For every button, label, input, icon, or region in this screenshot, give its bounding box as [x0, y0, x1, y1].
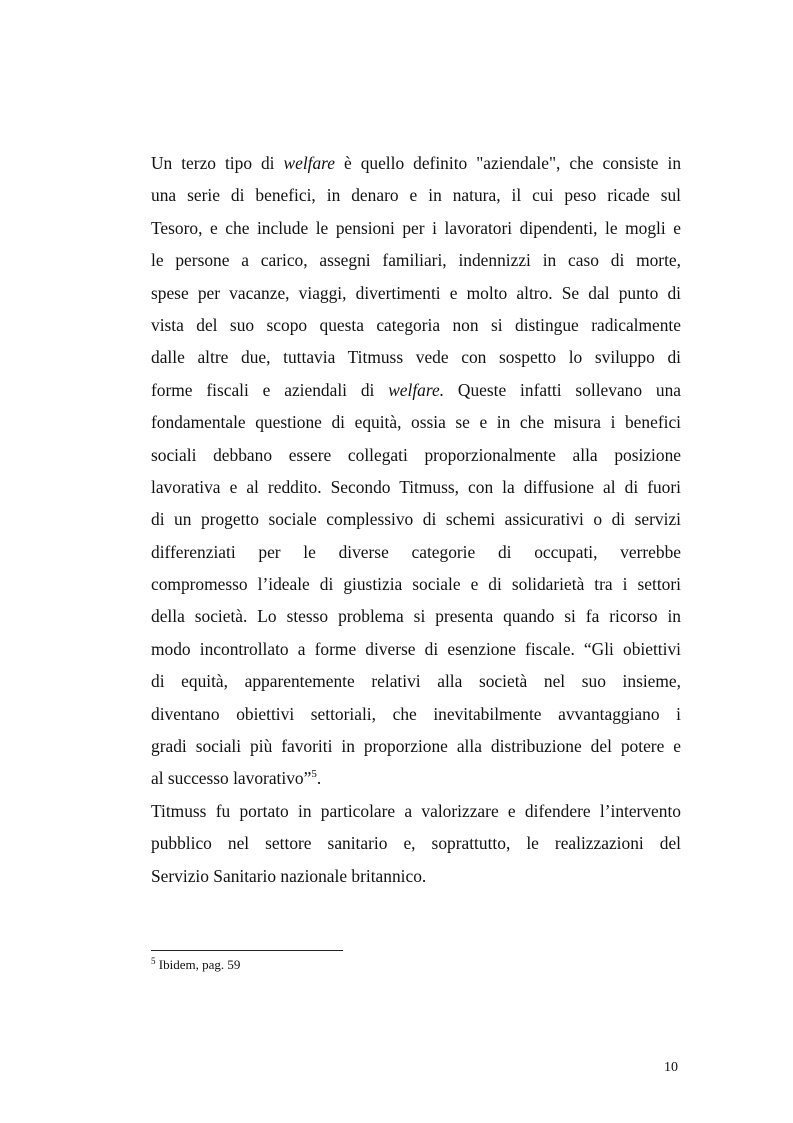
text-line: sociali debbano essere collegati proporzionalmente alla posizione [151, 444, 681, 465]
text-line: Titmuss fu portato in particolare a valorizzare e difendere l’intervento [151, 800, 681, 821]
text-line: modo incontrollato a forme diverse di esenzione fiscale. “Gli obiettivi [151, 638, 681, 659]
footnote-marker: 5 [151, 956, 156, 966]
text-line: forme fiscali e aziendali di welfare. Queste infatti sollevano una [151, 379, 681, 400]
text-line: differenziati per le diverse categorie di occupati, verrebbe [151, 541, 681, 562]
text-line: gradi sociali più favoriti in proporzione alla distribuzione del potere e [151, 736, 681, 757]
paragraph-welfare-aziendale [151, 147, 681, 795]
text-line: Servizio Sanitario nazionale britannico. [151, 865, 427, 886]
emphasis: welfare. [388, 379, 445, 400]
text-line: Un terzo tipo di welfare è quello definito "aziendale", che consiste in [151, 153, 682, 173]
text-line: di un progetto sociale complessivo di schemi assicurativi o di servizi [151, 509, 681, 530]
text-line: diventano obiettivi settoriali, che inevitabilmente avvantaggiano i [151, 703, 681, 724]
text-line: vista del suo scopo questa categoria non si distingue radicalmente [151, 314, 681, 335]
text-line: al successo lavorativo”$^5$. [151, 768, 322, 789]
text-line: dalle altre due, tuttavia Titmuss vede con sospetto lo sviluppo di [151, 347, 681, 368]
footnote-text: Ibidem, pag. 59 [155, 957, 241, 972]
page-number: 10 [664, 1060, 678, 1075]
text-line: lavorativa e al reddito. Secondo Titmuss, con la diffusione al di fuori [151, 476, 681, 497]
text-line: spese per vacanze, viaggi, divertimenti e molto altro. Se dal punto di [151, 282, 681, 303]
paragraph-servizio-sanitario [151, 795, 681, 892]
text-line: di equità, apparentemente relativi alla società nel suo insieme, [151, 671, 681, 692]
text-line: Tesoro, e che include le pensioni per i lavoratori dipendenti, le mogli e [151, 217, 681, 238]
footnote [151, 957, 240, 973]
body-text [151, 147, 681, 892]
footnote-reference: 5 [311, 768, 317, 781]
emphasis: welfare [283, 153, 336, 173]
text-line: della società. Lo stesso problema si presenta quando si fa ricorso in [151, 606, 681, 627]
text-line: le persone a carico, assegni familiari, indennizzi in caso di morte, [151, 250, 681, 271]
text-line: fondamentale questione di equità, ossia se e in che misura i benefici [151, 412, 681, 433]
footnote-separator [151, 950, 343, 951]
text-line: pubblico nel settore sanitario e, soprattutto, le realizzazioni del [151, 833, 681, 854]
text-line: una serie di benefici, in denaro e in natura, il cui peso ricade sul [151, 185, 681, 206]
text-line: compromesso l’ideale di giustizia sociale e di solidarietà tra i settori [151, 574, 681, 595]
